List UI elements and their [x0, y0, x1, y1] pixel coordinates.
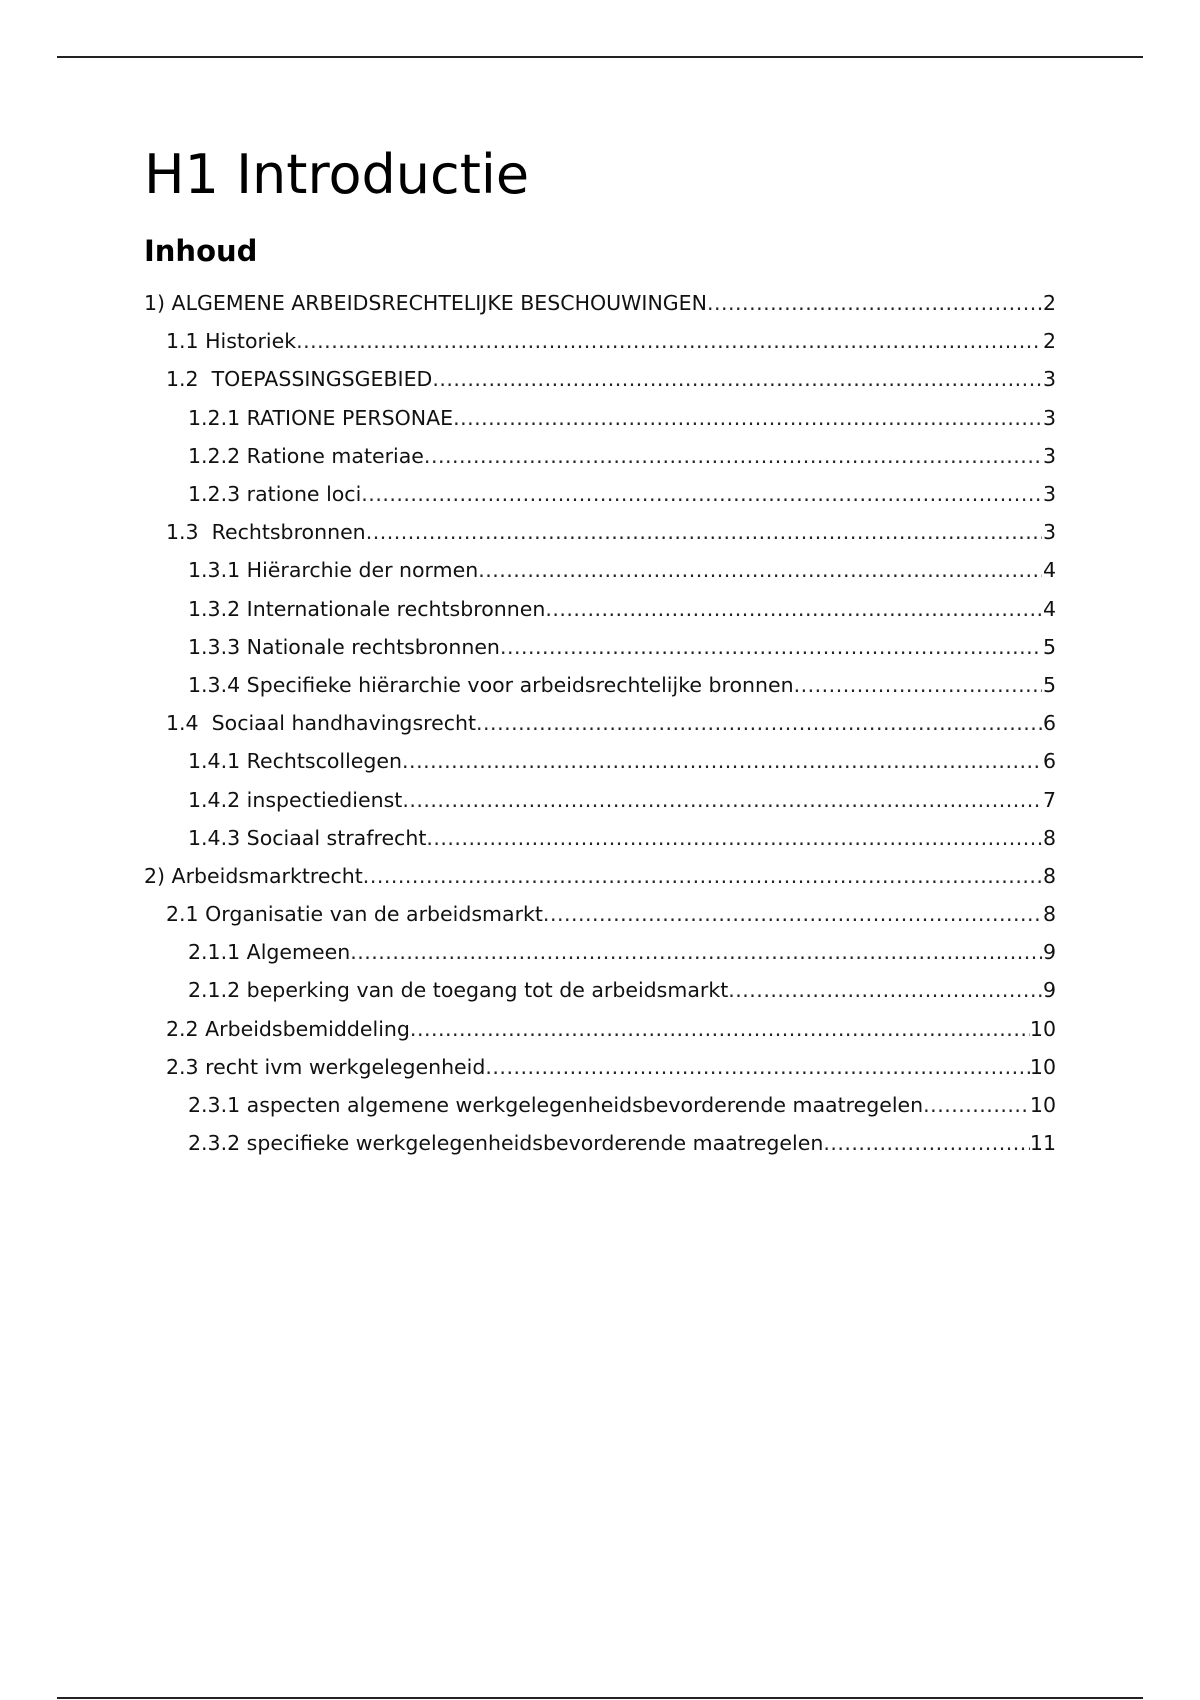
toc-dot-leader	[361, 482, 1042, 506]
toc-dot-leader	[366, 520, 1042, 544]
toc-page-number: 3	[1042, 482, 1056, 507]
toc-entry[interactable]	[144, 437, 1056, 475]
toc-dot-leader	[402, 788, 1042, 812]
toc-dot-leader	[424, 444, 1042, 468]
toc-dot-leader	[823, 1131, 1030, 1155]
toc-page-number: 6	[1042, 711, 1056, 736]
toc-page-number: 7	[1042, 787, 1056, 812]
toc-page-number: 3	[1042, 405, 1056, 430]
toc-entry-text: 2.2 Arbeidsbemiddeling	[166, 1016, 410, 1041]
toc-page-number: 5	[1042, 672, 1056, 697]
toc-entry-text: 2) Arbeidsmarktrecht	[144, 863, 363, 888]
toc-dot-leader	[545, 597, 1042, 621]
toc-entry[interactable]	[144, 1010, 1056, 1048]
toc-entry-text: 1.3.2 Internationale rechtsbronnen	[188, 596, 546, 621]
toc-dot-leader	[410, 1017, 1030, 1041]
toc-page-number: 3	[1042, 520, 1056, 545]
toc-page-number: 9	[1042, 978, 1056, 1003]
toc-page-number: 2	[1042, 329, 1056, 354]
toc-dot-leader	[485, 1055, 1030, 1079]
toc-entry[interactable]	[144, 475, 1056, 513]
toc-heading: Inhoud	[144, 234, 258, 268]
toc-entry[interactable]	[144, 742, 1056, 780]
toc-entry-text: 1) ALGEMENE ARBEIDSRECHTELIJKE BESCHOUWINGEN	[144, 291, 707, 316]
toc-entry[interactable]	[144, 399, 1056, 437]
toc-dot-leader	[794, 673, 1042, 697]
toc-entry[interactable]	[144, 590, 1056, 628]
toc-entry-text: 1.3.3 Nationale rechtsbronnen	[188, 634, 500, 659]
toc-entry-text: 1.1 Historiek	[166, 329, 297, 354]
toc-entry-text: 2.1.2 beperking van de toegang tot de arbeidsmarkt	[188, 978, 729, 1003]
page-content	[144, 138, 1056, 1162]
toc-dot-leader	[476, 711, 1042, 735]
toc-entry[interactable]	[144, 284, 1056, 322]
toc-dot-leader	[543, 902, 1042, 926]
toc-entry-text: 2.3.1 aspecten algemene werkgelegenheidsbevorderende maatregelen	[188, 1093, 924, 1118]
page-top-rule	[57, 56, 1143, 58]
toc-dot-leader	[923, 1093, 1030, 1117]
page-bottom-rule	[57, 1697, 1143, 1699]
toc-dot-leader	[500, 635, 1042, 659]
toc-entry[interactable]	[144, 513, 1056, 551]
toc-entry[interactable]	[144, 551, 1056, 589]
toc-page-number: 8	[1042, 825, 1056, 850]
toc-entry-text: 1.3 Rechtsbronnen	[166, 520, 366, 545]
toc-entry[interactable]	[144, 666, 1056, 704]
toc-page-number: 10	[1029, 1054, 1056, 1079]
toc-entry[interactable]	[144, 322, 1056, 360]
toc-entry[interactable]	[144, 971, 1056, 1009]
toc-entry-text: 2.3.2 specifieke werkgelegenheidsbevorderende maatregelen	[188, 1131, 824, 1156]
toc-dot-leader	[728, 978, 1042, 1002]
toc-page-number: 10	[1029, 1093, 1056, 1118]
toc-page-number: 5	[1042, 634, 1056, 659]
toc-entry[interactable]	[144, 360, 1056, 398]
toc-dot-leader	[363, 864, 1042, 888]
toc-entry[interactable]	[144, 628, 1056, 666]
toc-page-number: 6	[1042, 749, 1056, 774]
toc-entry[interactable]	[144, 895, 1056, 933]
toc-entry-text: 2.1 Organisatie van de arbeidsmarkt	[166, 902, 543, 927]
toc-entry[interactable]	[144, 819, 1056, 857]
toc-entry[interactable]	[144, 1124, 1056, 1162]
toc-entry-text: 1.4.3 Sociaal strafrecht	[188, 825, 427, 850]
toc-dot-leader	[453, 406, 1042, 430]
table-of-contents	[144, 284, 1056, 1162]
toc-dot-leader	[432, 367, 1042, 391]
toc-page-number: 4	[1042, 596, 1056, 621]
toc-entry-text: 1.2.1 RATIONE PERSONAE	[188, 405, 454, 430]
toc-entry[interactable]	[144, 1086, 1056, 1124]
toc-page-number: 8	[1042, 902, 1056, 927]
toc-entry-text: 2.3 recht ivm werkgelegenheid	[166, 1054, 486, 1079]
toc-page-number: 8	[1042, 863, 1056, 888]
toc-entry-text: 1.2.2 Ratione materiae	[188, 443, 424, 468]
toc-page-number: 2	[1042, 291, 1056, 316]
toc-dot-leader	[402, 749, 1042, 773]
toc-page-number: 4	[1042, 558, 1056, 583]
toc-entry-text: 1.2.3 ratione loci	[188, 482, 362, 507]
toc-page-number: 9	[1042, 940, 1056, 965]
toc-entry[interactable]	[144, 704, 1056, 742]
toc-entry-text: 1.4.2 inspectiedienst	[188, 787, 403, 812]
toc-page-number: 3	[1042, 367, 1056, 392]
toc-dot-leader	[296, 329, 1042, 353]
toc-entry[interactable]	[144, 857, 1056, 895]
toc-dot-leader	[426, 826, 1042, 850]
toc-dot-leader	[478, 558, 1042, 582]
toc-page-number: 3	[1042, 443, 1056, 468]
toc-page-number: 10	[1029, 1016, 1056, 1041]
toc-entry-text: 1.4 Sociaal handhavingsrecht	[166, 711, 477, 736]
toc-entry-text: 1.2 TOEPASSINGSGEBIED	[166, 367, 433, 392]
toc-page-number: 11	[1029, 1131, 1056, 1156]
document-title: H1 Introductie	[144, 143, 530, 206]
toc-entry-text: 2.1.1 Algemeen	[188, 940, 351, 965]
toc-dot-leader	[707, 291, 1042, 315]
toc-entry[interactable]	[144, 780, 1056, 818]
toc-entry-text: 1.4.1 Rechtscollegen	[188, 749, 403, 774]
toc-entry-text: 1.3.1 Hiërarchie der normen	[188, 558, 479, 583]
toc-entry[interactable]	[144, 933, 1056, 971]
toc-entry[interactable]	[144, 1048, 1056, 1086]
toc-entry-text: 1.3.4 Specifieke hiërarchie voor arbeidsrechtelijke bronnen	[188, 672, 794, 697]
toc-dot-leader	[350, 940, 1042, 964]
